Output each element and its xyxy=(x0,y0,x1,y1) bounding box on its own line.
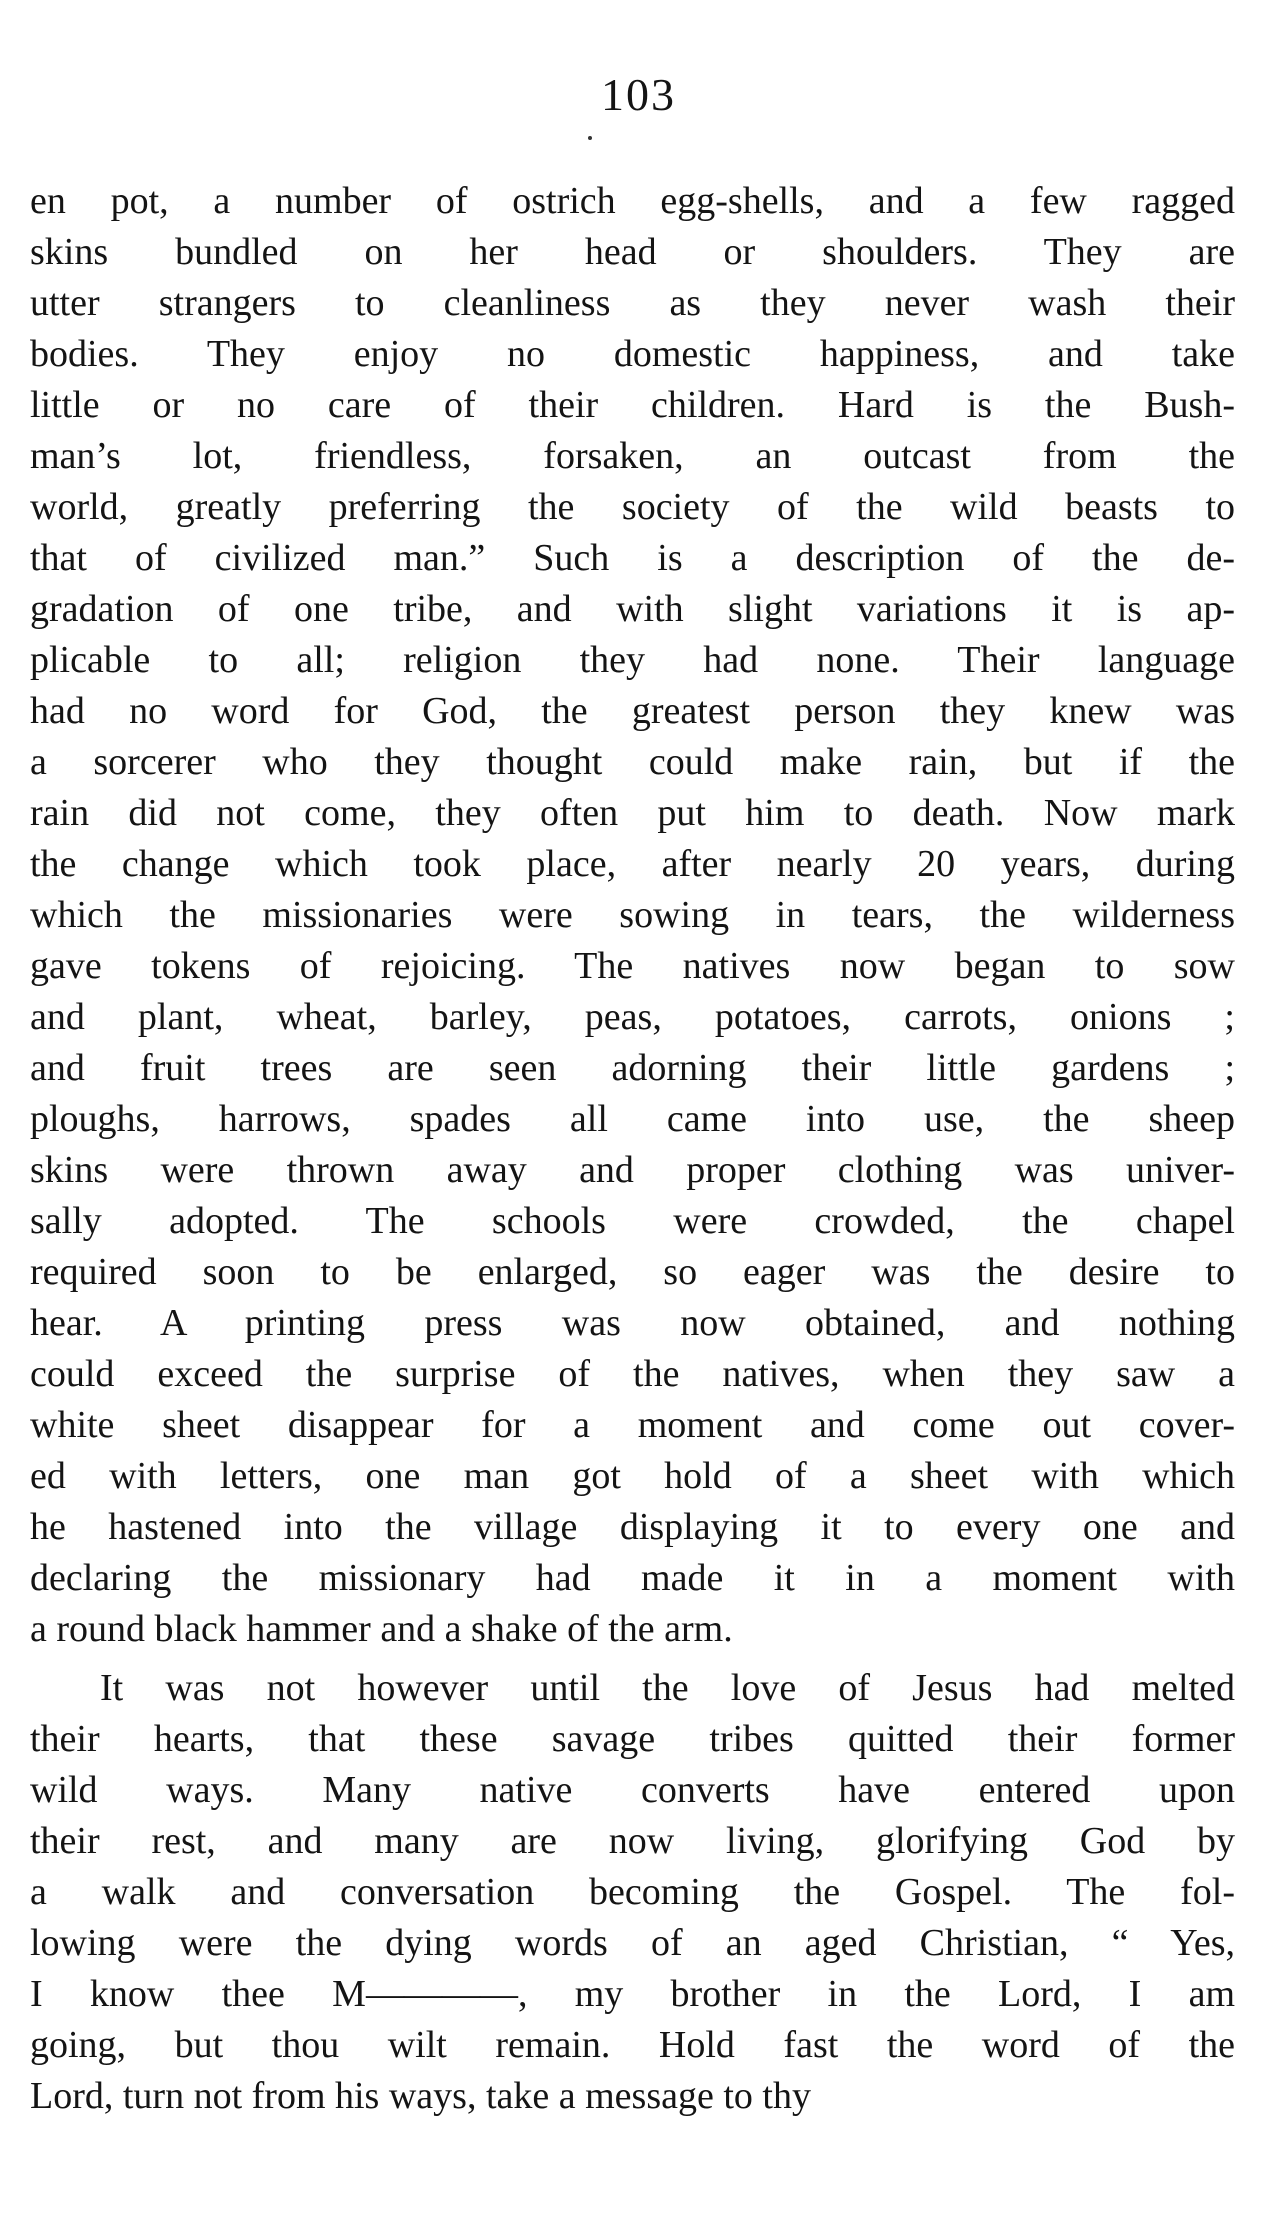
text-line: a round black hammer and a shake of the arm. xyxy=(30,1608,733,1650)
text-line: ploughs, harrows, spades all came into use, the sheep xyxy=(30,1098,1235,1140)
text-line: their hearts, that these savage tribes quitted their former xyxy=(30,1718,1235,1760)
text-line: which the missionaries were sowing in tears, the wilderness xyxy=(30,894,1235,936)
printer-mark xyxy=(588,136,592,140)
text-line: world, greatly preferring the society of the wild beasts to xyxy=(30,486,1235,528)
text-line: hear. A printing press was now obtained, and nothing xyxy=(30,1302,1235,1344)
paragraph-2 xyxy=(30,1663,1235,2122)
text-line: rain did not come, they often put him to death. Now mark xyxy=(30,792,1235,834)
text-line: gave tokens of rejoicing. The natives now began to sow xyxy=(30,945,1235,987)
text-line: that of civilized man.” Such is a description of the de- xyxy=(30,537,1235,579)
text-line: I know thee M————, my brother in the Lord, I am xyxy=(30,1973,1235,2015)
text-line: their rest, and many are now living, glorifying God by xyxy=(30,1820,1235,1862)
text-line: gradation of one tribe, and with slight variations it is ap- xyxy=(30,588,1235,630)
text-line: en pot, a number of ostrich egg-shells, and a few ragged xyxy=(30,180,1235,222)
text-line: skins were thrown away and proper clothing was univer- xyxy=(30,1149,1235,1191)
paragraph-1 xyxy=(30,176,1235,1655)
text-line: white sheet disappear for a moment and come out cover- xyxy=(30,1404,1235,1446)
text-line: and fruit trees are seen adorning their little gardens ; xyxy=(30,1047,1235,1089)
text-line: declaring the missionary had made it in a moment with xyxy=(30,1557,1235,1599)
text-line: a walk and conversation becoming the Gospel. The fol- xyxy=(30,1871,1235,1913)
text-line: man’s lot, friendless, forsaken, an outcast from the xyxy=(30,435,1235,477)
text-line: the change which took place, after nearly 20 years, during xyxy=(30,843,1235,885)
text-line: It was not however until the love of Jesus had melted xyxy=(100,1667,1235,1709)
text-line: Lord, turn not from his ways, take a message to thy xyxy=(30,2075,811,2117)
text-line: little or no care of their children. Hard is the Bush- xyxy=(30,384,1235,426)
text-line: bodies. They enjoy no domestic happiness, and take xyxy=(30,333,1235,375)
text-line: required soon to be enlarged, so eager was the desire to xyxy=(30,1251,1235,1293)
text-line: lowing were the dying words of an aged Christian, “ Yes, xyxy=(30,1922,1235,1964)
text-line: and plant, wheat, barley, peas, potatoes, carrots, onions ; xyxy=(30,996,1235,1038)
text-line: had no word for God, the greatest person they knew was xyxy=(30,690,1235,732)
text-line: he hastened into the village displaying it to every one and xyxy=(30,1506,1235,1548)
text-line: ed with letters, one man got hold of a sheet with which xyxy=(30,1455,1235,1497)
text-line: plicable to all; religion they had none. Their language xyxy=(30,639,1235,681)
text-line: wild ways. Many native converts have entered upon xyxy=(30,1769,1235,1811)
text-line: skins bundled on her head or shoulders. They are xyxy=(30,231,1235,273)
text-line: sally adopted. The schools were crowded, the chapel xyxy=(30,1200,1235,1242)
text-line: a sorcerer who they thought could make rain, but if the xyxy=(30,741,1235,783)
text-line: going, but thou wilt remain. Hold fast the word of the xyxy=(30,2024,1235,2066)
text-line: utter strangers to cleanliness as they never wash their xyxy=(30,282,1235,324)
text-line: could exceed the surprise of the natives, when they saw a xyxy=(30,1353,1235,1395)
page-number: 103 xyxy=(601,69,676,120)
